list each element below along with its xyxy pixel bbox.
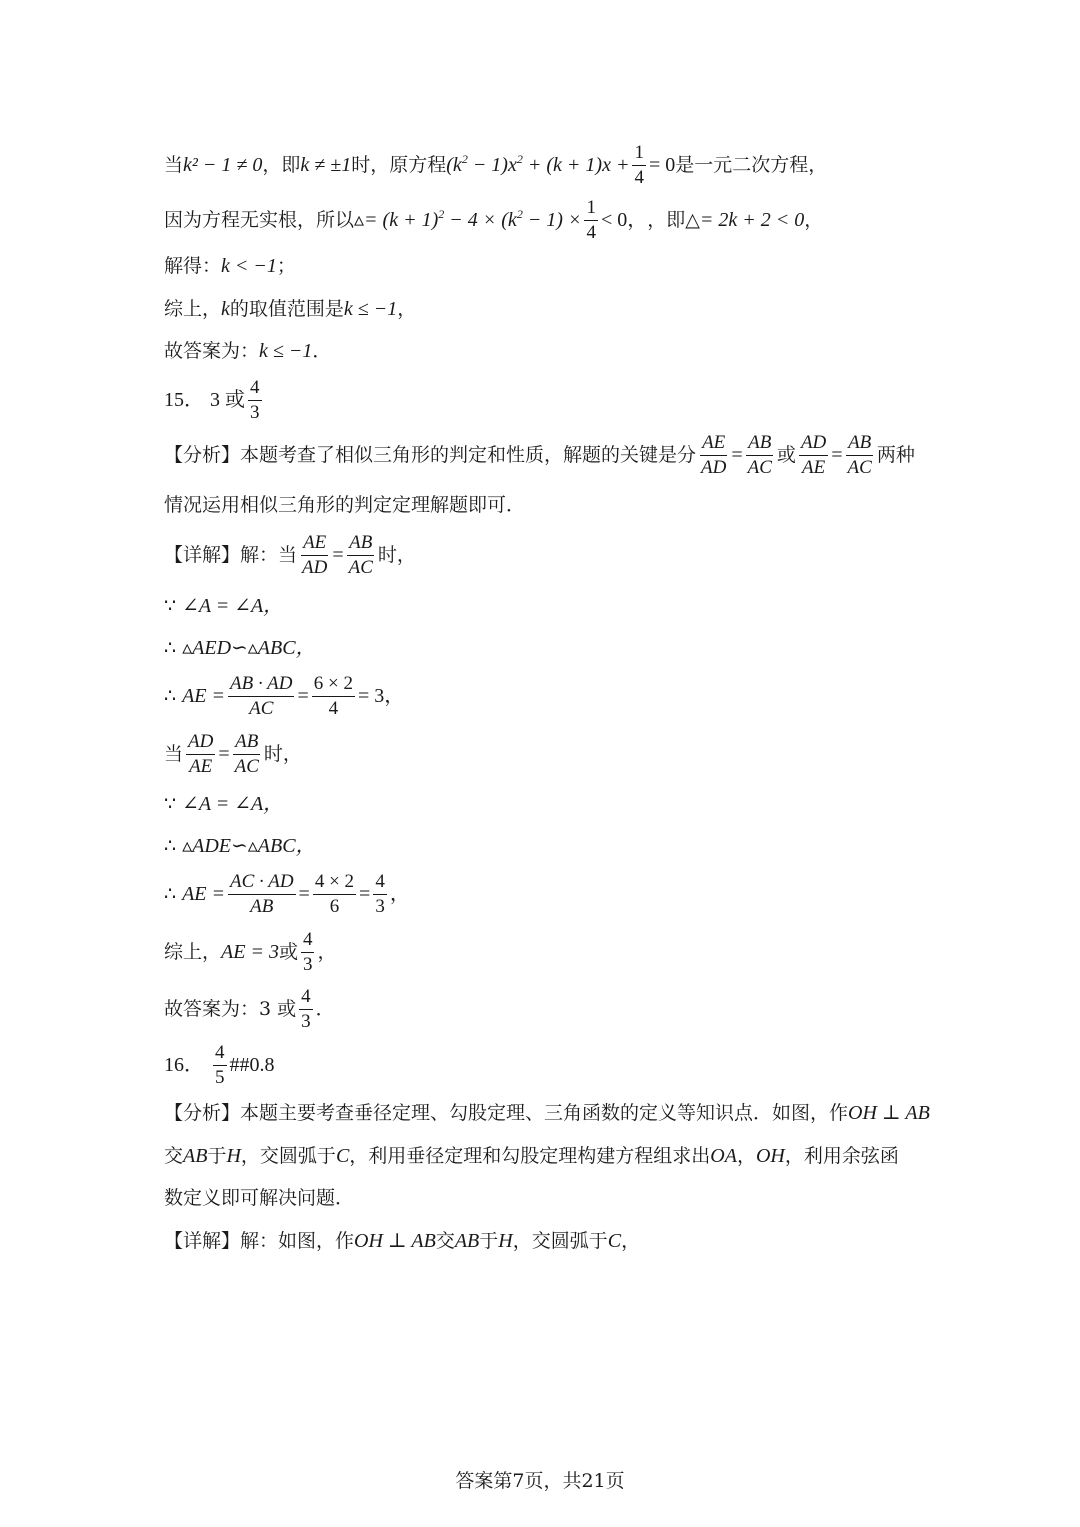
math-expr: k ≤ −1 [259,340,313,362]
numerator: 4 [248,378,262,401]
fraction [301,930,315,975]
line-1 [164,143,827,188]
text: 当 [164,742,184,765]
text: 两种 [876,443,915,466]
fraction [228,674,294,719]
text: ，即 [262,153,301,176]
summary-15 [164,930,336,975]
math-expr: H [226,1145,241,1167]
text: 于 [207,1144,227,1167]
math-expr: AE = [182,883,226,906]
numerator: 4 [299,987,313,1010]
denominator: AC [348,556,373,578]
denominator: 3 [375,895,385,917]
denominator: 3 [250,401,260,423]
question-15 [164,378,265,423]
text: 解：如图，作 [240,1229,355,1252]
line-4 [164,299,416,319]
because-line-2 [164,794,283,814]
section-label: 【详解】 [164,543,241,566]
math-expr: H [498,1230,513,1252]
math-expr: OH [755,1145,785,1167]
fraction [299,987,313,1032]
fraction [248,378,262,423]
numerator: AB [233,732,260,755]
math-expr: ▵ADE∽▵ABC， [182,835,316,857]
math-expr: ∠A = ∠A， [182,595,284,617]
numerator: AE [301,533,328,556]
symbol: ∴ [164,834,177,857]
text: 故答案为：3 或 [164,997,297,1020]
numerator: AB [746,433,773,456]
text: 时， [263,742,302,765]
text: 情况运用相似三角形的判定定理解题即可． [164,494,526,516]
fraction [846,433,874,478]
fraction [233,732,261,777]
fraction [312,674,355,719]
text: 的取值范围是 [229,297,344,320]
text: 本题主要考查垂径定理、勾股定理、三角函数的定义等知识点．如图，作 [240,1101,849,1124]
text: ， [397,297,417,320]
analysis-16-end [164,1189,354,1208]
numerator: AD [186,732,215,755]
text: 交 [435,1229,455,1252]
equation: $(k^2 - 1)x^2 + (k + 1)x$ + [446,152,630,177]
text: ， [317,940,337,963]
section-label: 【分析】 [164,1101,241,1124]
denominator: 4 [586,221,596,243]
because-line [164,596,283,616]
numerator: AB · AD [228,674,294,697]
denominator: AD [302,556,328,578]
math-expr: ∠A = ∠A， [182,793,284,815]
fraction [699,433,728,478]
fraction [186,732,215,777]
math-expr: AE = 3 [221,941,279,964]
math-expr: AB [454,1230,480,1252]
therefore-line [164,638,316,658]
text: 时，原方程 [351,153,447,176]
numerator: AC · AD [228,872,296,895]
numerator: 1 [632,143,646,166]
calc-2: ∴ AE = $\frac{AC \cdot AD}{AB}$ = $\frac{4 \times 2}{6}$ = $\frac{4}{3}$ ， [164,871,410,917]
text: 交 [164,1144,184,1167]
denominator: AB [250,895,274,917]
detail-16 [164,1231,640,1251]
math-expr: OH ⊥ AB [354,1230,436,1252]
question-16 [164,1043,275,1088]
fraction [313,872,356,917]
denominator: AD [701,456,727,478]
denominator: 4 [328,697,339,719]
text: 或 [776,443,796,466]
math-expr: ▵AED∽▵ABC， [182,637,316,659]
denominator: AC [847,456,872,478]
eq-zero: = 0 [648,154,676,177]
line-2 [164,198,823,243]
detail-15: 【详解】 解：当 $\frac{AE}{AD}$ = $\frac{AB}{AC}$ 时， [164,532,416,578]
section-label: 【详解】 [164,1229,241,1252]
text: ，即△ [647,208,700,231]
discriminant: ▵= $(k + 1)^2 - 4 \times (k^2 - 1)$ × [354,207,582,232]
text: 故答案为： [164,339,260,362]
fraction [799,433,828,478]
section-label: 【分析】 [164,443,241,466]
math-expr: k² − 1 ≠ 0 [183,154,263,177]
symbol: ∴ [164,636,177,659]
text: 本题考查了相似三角形的判定和性质，解题的关键是分 [240,443,697,466]
fraction [373,872,387,917]
text: 时， [377,543,416,566]
math-expr: C [607,1230,622,1252]
symbol: ∵ [164,594,177,617]
denominator: 6 [329,895,340,917]
math-expr: AB [183,1145,208,1167]
math-expr: k ≠ ±1 [300,154,352,177]
text: ． [312,339,332,362]
denominator: AC [234,755,259,777]
calc-1: ∴ AE = $\frac{AB \cdot AD}{AC}$ = $\frac{6 \times 2}{4}$ = 3， [164,673,405,719]
numerator: 6 × 2 [312,674,355,697]
text: ， [621,1229,641,1252]
when-line: 当 $\frac{AD}{AE}$ = $\frac{AB}{AC}$ 时， [164,731,302,777]
symbol: ∴ [164,684,177,707]
math-expr: k [221,298,230,320]
text: ，交圆弧于 [240,1144,336,1167]
question-number: 16． [164,1054,204,1077]
denominator: 4 [634,166,644,188]
denominator: 5 [215,1066,225,1088]
page-footer: 答案第7页，共21页 [455,1470,625,1492]
text: ，利用垂径定理和勾股定理构建方程组求出 [349,1144,711,1167]
denominator: AE [801,456,826,478]
text: 因为方程无实根，所以 [164,208,355,231]
text: 解得： [164,254,222,277]
numerator: AE [700,433,727,456]
math-expr: k ≤ −1 [343,298,398,320]
symbol: ∴ [164,882,177,905]
numerator: 4 × 2 [313,872,356,895]
denominator: AC [747,456,772,478]
analysis-16 [164,1103,930,1123]
numerator: AD [799,433,828,456]
numerator: 1 [584,198,598,221]
numerator: 4 [213,1043,227,1066]
text: 是一元二次方程， [675,153,828,176]
text: ； [276,254,296,277]
final-answer-15 [164,987,335,1032]
fraction [228,872,296,917]
answer: ##0.8 [229,1054,275,1077]
math-expr: = 2k + 2 < 0 [699,209,805,232]
numerator: 4 [301,930,315,953]
text: ． [315,997,335,1020]
denominator: 3 [301,1010,311,1032]
text: 当 [164,153,184,176]
numerator: AB [846,433,873,456]
fraction-quarter [584,198,598,243]
text: 综上， [164,940,222,963]
fraction [746,433,774,478]
denominator: AE [189,755,213,777]
line-5 [164,341,331,361]
line-3 [164,256,296,276]
text: 数定义即可解决问题． [164,1187,355,1209]
fraction [347,533,375,578]
lt-zero: < 0， [600,209,648,232]
question-number: 15． [164,389,204,412]
numerator: AB [347,533,374,556]
text: ， [804,208,824,231]
result: = 3， [357,685,405,708]
math-expr: C [335,1145,350,1167]
math-expr: AE = [182,685,226,708]
therefore-line-2 [164,836,316,856]
text: ， [736,1144,756,1167]
answer: 3 或 [210,389,245,412]
denominator: AC [249,697,274,719]
fraction-quarter [632,143,646,188]
fraction [300,533,329,578]
text: 综上， [164,297,222,320]
symbol: ∵ [164,792,177,815]
text: ，利用余弦函 [784,1144,899,1167]
text: 或 [278,940,298,963]
fraction [213,1043,227,1088]
math-expr: OA [710,1145,737,1167]
denominator: 3 [302,953,313,975]
numerator: 4 [373,872,387,895]
analysis-15-cont [164,496,525,515]
text: 于 [479,1229,499,1252]
math-expr: OH ⊥ AB [848,1102,930,1124]
math-expr: k < −1 [221,255,277,277]
text: ，交圆弧于 [512,1229,608,1252]
analysis-15: 【分析】 本题考查了相似三角形的判定和性质，解题的关键是分 $\frac{AE}{AD}$ = $\frac{AB}{AC}$ 或 $\frac{AD}{AE}$ = $\frac{AB}{AC}$ 两种 [164,432,915,478]
text: 解：当 [240,543,298,566]
analysis-16-cont [164,1146,899,1166]
